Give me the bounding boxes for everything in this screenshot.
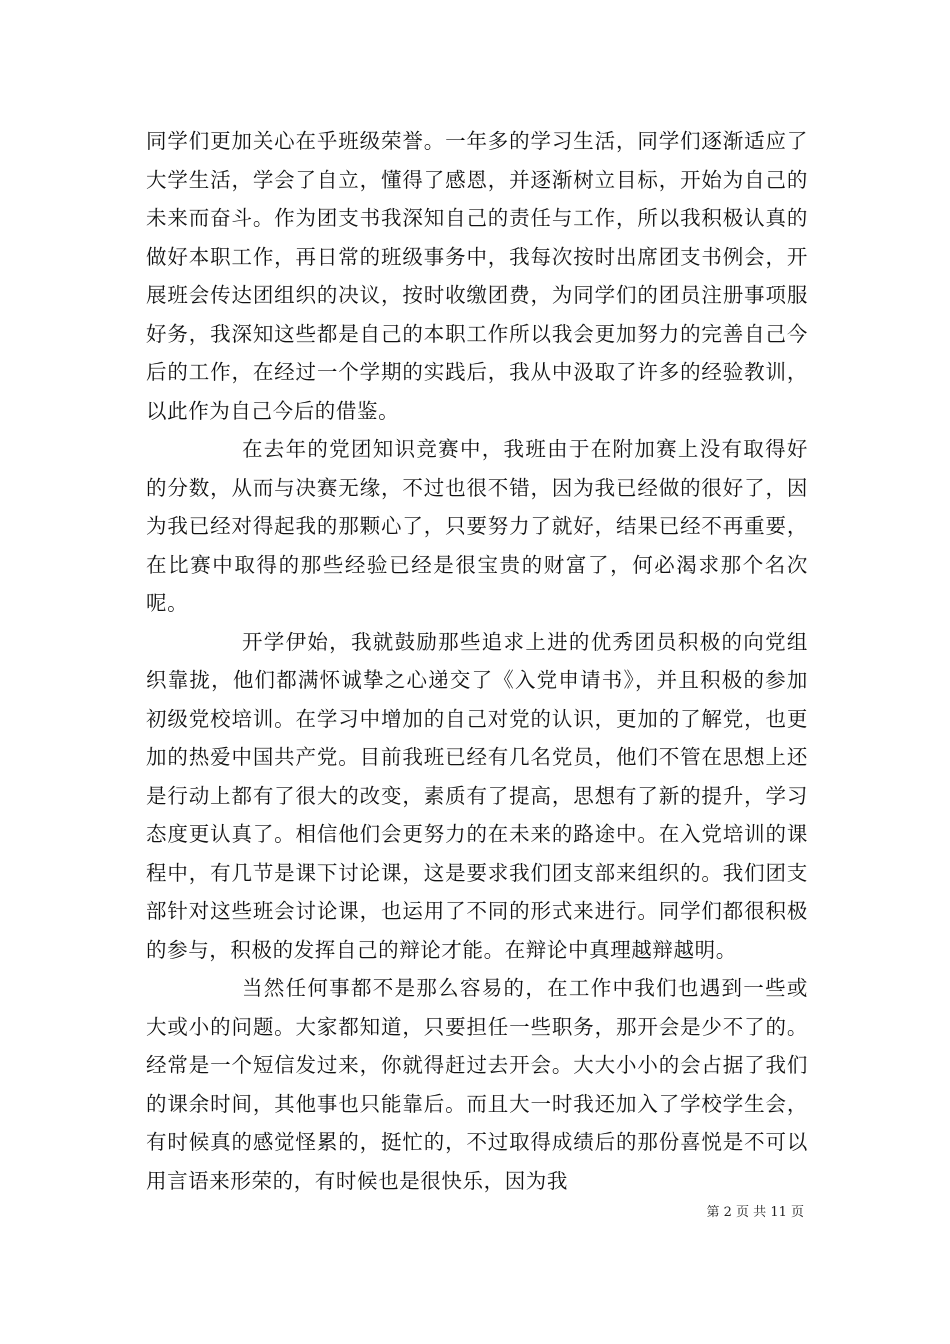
paragraph-2: 在去年的党团知识竞赛中，我班由于在附加赛上没有取得好的分数，从而与决赛无缘，不过也很不错，因为我已经做的很好了，因为我已经对得起我的那颗心了，只要努力了就好，结果已经不再重要，在比赛中取得的那些经验已经是很宝贵的财富了，何必渴求那个名次呢。 <box>146 437 808 615</box>
page-number-footer: 第 2 页 共 11 页 <box>706 1205 804 1220</box>
document-body <box>146 122 808 1200</box>
paragraph-1: 同学们更加关心在乎班级荣誉。一年多的学习生活，同学们逐渐适应了大学生活，学会了自立，懂得了感恩，并逐渐树立目标，开始为自己的未来而奋斗。作为团支书我深知自己的责任与工作，所以我积极认真的做好本职工作，再日常的班级事务中，我每次按时出席团支书例会，开展班会传达团组织的决议，按时收缴团费，为同学们的团员注册事项服好务，我深知这些都是自己的本职工作所以我会更加努力的完善自己今后的工作，在经过一个学期的实践后，我从中汲取了许多的经验教训，以此作为自己今后的借鉴。 <box>146 129 808 423</box>
paragraph-3: 开学伊始，我就鼓励那些追求上进的优秀团员积极的向党组织靠拢，他们都满怀诚挚之心递交了《入党申请书》，并且积极的参加初级党校培训。在学习中增加的自己对党的认识，更加的了解党，也更加的热爱中国共产党。目前我班已经有几名党员，他们不管在思想上还是行动上都有了很大的改变，素质有了提高，思想有了新的提升，学习态度更认真了。相信他们会更努力的在未来的路途中。在入党培训的课程中，有几节是课下讨论课，这是要求我们团支部来组织的。我们团支部针对这些班会讨论课，也运用了不同的形式来进行。同学们都很积极的参与，积极的发挥自己的辩论才能。在辩论中真理越辩越明。 <box>146 629 808 962</box>
paragraph-4: 当然任何事都不是那么容易的，在工作中我们也遇到一些或大或小的问题。大家都知道，只要担任一些职务，那开会是少不了的。经常是一个短信发过来，你就得赶过去开会。大大小小的会占据了我们的课余时间，其他事也只能靠后。而且大一时我还加入了学校学生会，有时候真的感觉怪累的，挺忙的，不过取得成绩后的那份喜悦是不可以用言语来形荣的，有时候也是很快乐，因为我 <box>146 976 808 1193</box>
